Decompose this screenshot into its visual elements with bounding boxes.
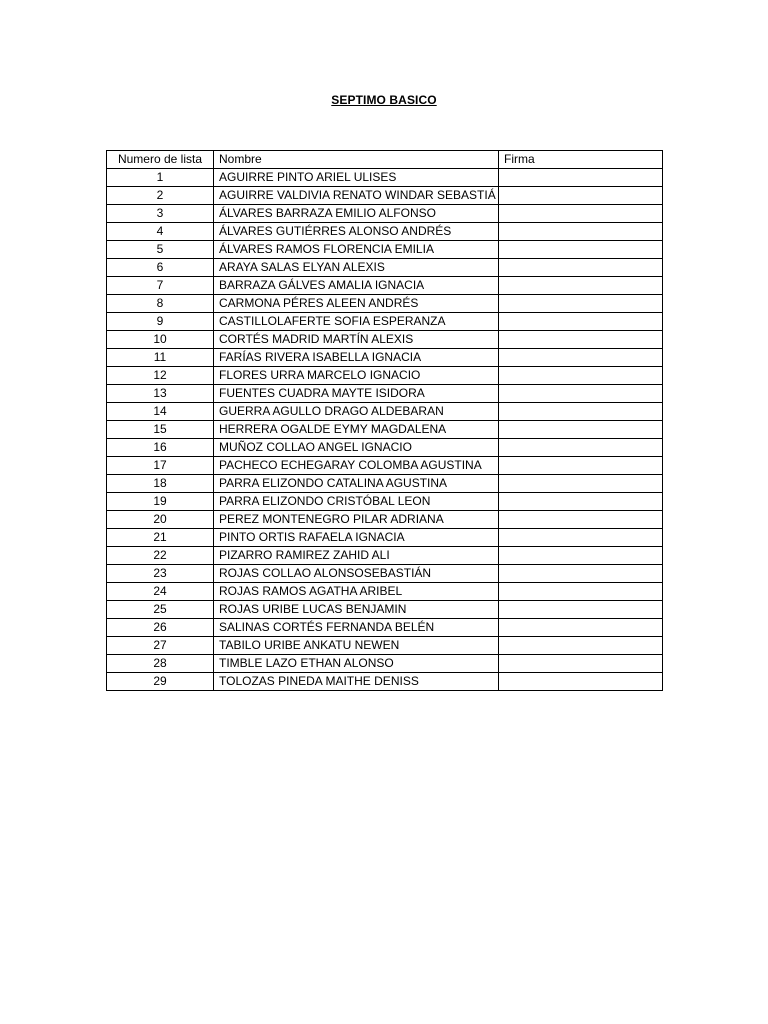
row-number-cell: 22 bbox=[107, 547, 214, 565]
signature-cell bbox=[499, 565, 663, 583]
row-number-cell: 27 bbox=[107, 637, 214, 655]
table-row bbox=[107, 565, 663, 583]
row-number-cell: 4 bbox=[107, 223, 214, 241]
signature-cell bbox=[499, 331, 663, 349]
row-number-cell: 21 bbox=[107, 529, 214, 547]
signature-cell bbox=[499, 403, 663, 421]
table-row bbox=[107, 367, 663, 385]
student-name-cell: TIMBLE LAZO ETHAN ALONSO bbox=[214, 655, 499, 673]
table-row bbox=[107, 241, 663, 259]
student-name-cell: ARAYA SALAS ELYAN ALEXIS bbox=[214, 259, 499, 277]
row-number-cell: 11 bbox=[107, 349, 214, 367]
signature-cell bbox=[499, 295, 663, 313]
signature-cell bbox=[499, 421, 663, 439]
signature-cell bbox=[499, 583, 663, 601]
table-row bbox=[107, 475, 663, 493]
table-row bbox=[107, 583, 663, 601]
page-title: SEPTIMO BASICO bbox=[331, 93, 437, 107]
student-name-cell: ÁLVARES RAMOS FLORENCIA EMILIA bbox=[214, 241, 499, 259]
student-name-cell: TABILO URIBE ANKATU NEWEN bbox=[214, 637, 499, 655]
signature-cell bbox=[499, 385, 663, 403]
student-name-cell: ROJAS RAMOS AGATHA ARIBEL bbox=[214, 583, 499, 601]
signature-cell bbox=[499, 259, 663, 277]
table-row bbox=[107, 403, 663, 421]
table-row bbox=[107, 205, 663, 223]
row-number-cell: 3 bbox=[107, 205, 214, 223]
row-number-cell: 24 bbox=[107, 583, 214, 601]
signature-cell bbox=[499, 349, 663, 367]
signature-cell bbox=[499, 439, 663, 457]
signature-cell bbox=[499, 547, 663, 565]
table-row bbox=[107, 259, 663, 277]
table-header-row bbox=[107, 151, 663, 169]
signature-cell bbox=[499, 187, 663, 205]
row-number-cell: 8 bbox=[107, 295, 214, 313]
row-number-cell: 12 bbox=[107, 367, 214, 385]
row-number-cell: 23 bbox=[107, 565, 214, 583]
signature-cell bbox=[499, 313, 663, 331]
table-row bbox=[107, 169, 663, 187]
table-row bbox=[107, 673, 663, 691]
row-number-cell: 26 bbox=[107, 619, 214, 637]
student-name-cell: PEREZ MONTENEGRO PILAR ADRIANA bbox=[214, 511, 499, 529]
student-roster-table bbox=[106, 150, 663, 691]
signature-cell bbox=[499, 367, 663, 385]
student-name-cell: FLORES URRA MARCELO IGNACIO bbox=[214, 367, 499, 385]
row-number-cell: 9 bbox=[107, 313, 214, 331]
table-row bbox=[107, 421, 663, 439]
student-name-cell: ROJAS COLLAO ALONSOSEBASTIÁN bbox=[214, 565, 499, 583]
row-number-cell: 16 bbox=[107, 439, 214, 457]
student-name-cell: ÁLVARES GUTIÉRRES ALONSO ANDRÉS bbox=[214, 223, 499, 241]
student-name-cell: CASTILLOLAFERTE SOFIA ESPERANZA bbox=[214, 313, 499, 331]
table-row bbox=[107, 385, 663, 403]
student-name-cell: PARRA ELIZONDO CATALINA AGUSTINA bbox=[214, 475, 499, 493]
table-row bbox=[107, 187, 663, 205]
row-number-cell: 28 bbox=[107, 655, 214, 673]
student-name-cell: FUENTES CUADRA MAYTE ISIDORA bbox=[214, 385, 499, 403]
table-row bbox=[107, 313, 663, 331]
signature-cell bbox=[499, 655, 663, 673]
row-number-cell: 1 bbox=[107, 169, 214, 187]
student-name-cell: ÁLVARES BARRAZA EMILIO ALFONSO bbox=[214, 205, 499, 223]
row-number-cell: 13 bbox=[107, 385, 214, 403]
table-row bbox=[107, 529, 663, 547]
table-row bbox=[107, 223, 663, 241]
student-name-cell: PINTO ORTIS RAFAELA IGNACIA bbox=[214, 529, 499, 547]
row-number-cell: 29 bbox=[107, 673, 214, 691]
signature-cell bbox=[499, 457, 663, 475]
signature-cell bbox=[499, 241, 663, 259]
signature-cell bbox=[499, 601, 663, 619]
table-body bbox=[107, 169, 663, 691]
row-number-cell: 10 bbox=[107, 331, 214, 349]
table-row bbox=[107, 511, 663, 529]
student-name-cell: PIZARRO RAMIREZ ZAHID ALI bbox=[214, 547, 499, 565]
header-numero-de-lista: Numero de lista bbox=[107, 151, 214, 169]
table-row bbox=[107, 493, 663, 511]
row-number-cell: 25 bbox=[107, 601, 214, 619]
student-name-cell: PACHECO ECHEGARAY COLOMBA AGUSTINA bbox=[214, 457, 499, 475]
table-row bbox=[107, 277, 663, 295]
student-name-cell: AGUIRRE VALDIVIA RENATO WINDAR SEBASTIÁ bbox=[214, 187, 499, 205]
student-name-cell: SALINAS CORTÉS FERNANDA BELÉN bbox=[214, 619, 499, 637]
row-number-cell: 15 bbox=[107, 421, 214, 439]
signature-cell bbox=[499, 475, 663, 493]
signature-cell bbox=[499, 511, 663, 529]
row-number-cell: 2 bbox=[107, 187, 214, 205]
signature-cell bbox=[499, 169, 663, 187]
row-number-cell: 7 bbox=[107, 277, 214, 295]
student-name-cell: GUERRA AGULLO DRAGO ALDEBARAN bbox=[214, 403, 499, 421]
table-row bbox=[107, 637, 663, 655]
table-row bbox=[107, 457, 663, 475]
student-name-cell: PARRA ELIZONDO CRISTÓBAL LEON bbox=[214, 493, 499, 511]
signature-cell bbox=[499, 223, 663, 241]
student-name-cell: ROJAS URIBE LUCAS BENJAMIN bbox=[214, 601, 499, 619]
signature-cell bbox=[499, 205, 663, 223]
row-number-cell: 18 bbox=[107, 475, 214, 493]
student-name-cell: CARMONA PÉRES ALEEN ANDRÉS bbox=[214, 295, 499, 313]
row-number-cell: 5 bbox=[107, 241, 214, 259]
student-name-cell: AGUIRRE PINTO ARIEL ULISES bbox=[214, 169, 499, 187]
signature-cell bbox=[499, 637, 663, 655]
table-row bbox=[107, 601, 663, 619]
table-row bbox=[107, 619, 663, 637]
row-number-cell: 6 bbox=[107, 259, 214, 277]
row-number-cell: 20 bbox=[107, 511, 214, 529]
signature-cell bbox=[499, 277, 663, 295]
student-name-cell: CORTÉS MADRID MARTÍN ALEXIS bbox=[214, 331, 499, 349]
row-number-cell: 19 bbox=[107, 493, 214, 511]
header-nombre: Nombre bbox=[214, 151, 499, 169]
student-name-cell: FARÍAS RIVERA ISABELLA IGNACIA bbox=[214, 349, 499, 367]
row-number-cell: 14 bbox=[107, 403, 214, 421]
student-name-cell: MUÑOZ COLLAO ANGEL IGNACIO bbox=[214, 439, 499, 457]
table-row bbox=[107, 349, 663, 367]
student-name-cell: TOLOZAS PINEDA MAITHE DENISS bbox=[214, 673, 499, 691]
header-firma: Firma bbox=[499, 151, 663, 169]
table-row bbox=[107, 547, 663, 565]
table-row bbox=[107, 439, 663, 457]
signature-cell bbox=[499, 673, 663, 691]
table-row bbox=[107, 295, 663, 313]
student-name-cell: HERRERA OGALDE EYMY MAGDALENA bbox=[214, 421, 499, 439]
student-name-cell: BARRAZA GÁLVES AMALIA IGNACIA bbox=[214, 277, 499, 295]
signature-cell bbox=[499, 493, 663, 511]
table-row bbox=[107, 655, 663, 673]
row-number-cell: 17 bbox=[107, 457, 214, 475]
signature-cell bbox=[499, 619, 663, 637]
signature-cell bbox=[499, 529, 663, 547]
table-row bbox=[107, 331, 663, 349]
